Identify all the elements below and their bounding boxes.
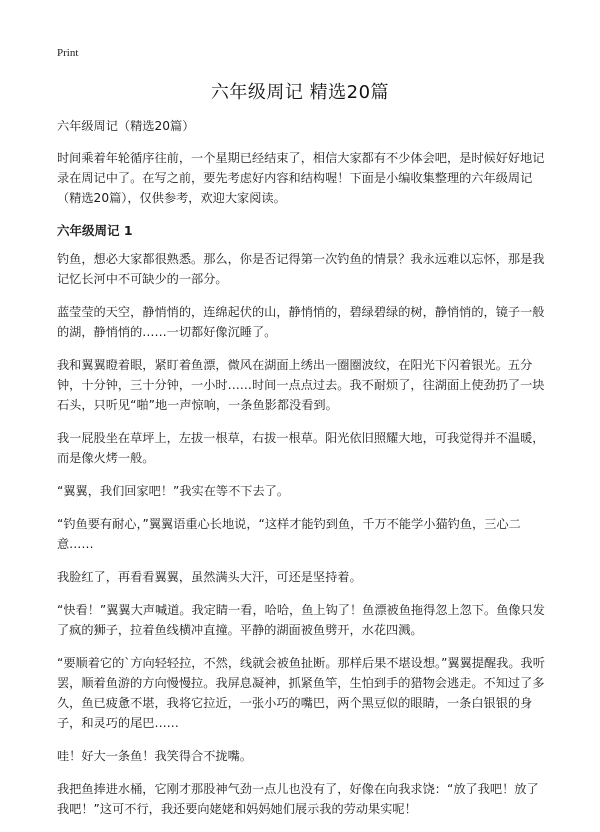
body-paragraph-8: “快看！”翼翼大声喊道。我定睛一看，哈哈，鱼上钩了！鱼漂被鱼拖得忽上忽下。鱼像只发了疯的狮子，拉着鱼线横冲直撞。平静的湖面被鱼劈开，水花四溅。 [57,603,545,637]
section-heading: 六年级周记 1 [57,223,133,238]
body-paragraph-4: 我一屁股坐在草坪上，左拔一根草，右拔一根草。阳光依旧照耀大地，可我觉得并不温暖，而是像火烤一般。 [57,431,545,465]
document-body [57,116,546,832]
body-paragraph-2: 蓝莹莹的天空，静悄悄的，连绵起伏的山，静悄悄的，碧绿碧绿的树，静悄悄的，镜子一般的湖，静悄悄的……一切都好像沉睡了。 [57,305,545,339]
body-paragraph-11: 我把鱼捧进水桶，它刚才那股神气劲一点儿也没有了，好像在向我求饶：“放了我吧！放了我吧！”这可不行，我还要向姥姥和妈妈她们展示我的劳动果实呢！ [57,782,539,816]
body-paragraph-6: “钓鱼要有耐心，”翼翼语重心长地说，“这样才能钓到鱼，千万不能学小猫钓鱼，三心二意…… [57,517,521,551]
body-paragraph-7: 我脸红了，再看看翼翼，虽然满头大汗，可还是坚持着。 [57,570,362,584]
document-subtitle: 六年级周记（精选20篇） [57,119,195,133]
body-paragraph-9: “要顺着它的`方向轻轻拉，不然，线就会被鱼扯断。那样后果不堪设想。”翼翼提醒我。我听罢，顺着鱼游的方向慢慢拉。我屏息凝神，抓紧鱼竿，生怕到手的猎物会逃走。不知过了多久，鱼已疲惫不堪，我将它拉近，一张小巧的嘴巴，两个黑豆似的眼睛，一条白银银的身子，和灵巧的尾巴…… [57,656,545,730]
intro-paragraph: 时间乘着年轮循序往前，一个星期已经结束了，相信大家都有不少体会吧，是时候好好地记录在周记中了。在写之前，要先考虑好内容和结构喔！下面是小编收集整理的六年级周记（精选20篇），仅供参考，欢迎大家阅读。 [57,151,545,205]
body-paragraph-1: 钓鱼，想必大家都很熟悉。那么，你是否记得第一次钓鱼的情景？我永远难以忘怀，那是我记忆长河中不可缺少的一部分。 [57,252,545,286]
print-link[interactable]: Print [57,47,79,59]
page-title: 六年级周记 精选20篇 [210,82,390,103]
body-paragraph-5: “翼翼，我们回家吧！”我实在等不下去了。 [57,484,290,498]
body-paragraph-3: 我和翼翼瞪着眼，紧盯着鱼漂，微风在湖面上绣出一圈圈波纹，在阳光下闪着银光。五分钟，十分钟，三十分钟，一小时……时间一点点过去。我不耐烦了，往湖面上使劲扔了一块石头，只听见“啪”地一声惊响，一条鱼影都没看到。 [57,358,545,412]
body-paragraph-10: 哇！好大一条鱼！我笑得合不拢嘴。 [57,749,252,763]
